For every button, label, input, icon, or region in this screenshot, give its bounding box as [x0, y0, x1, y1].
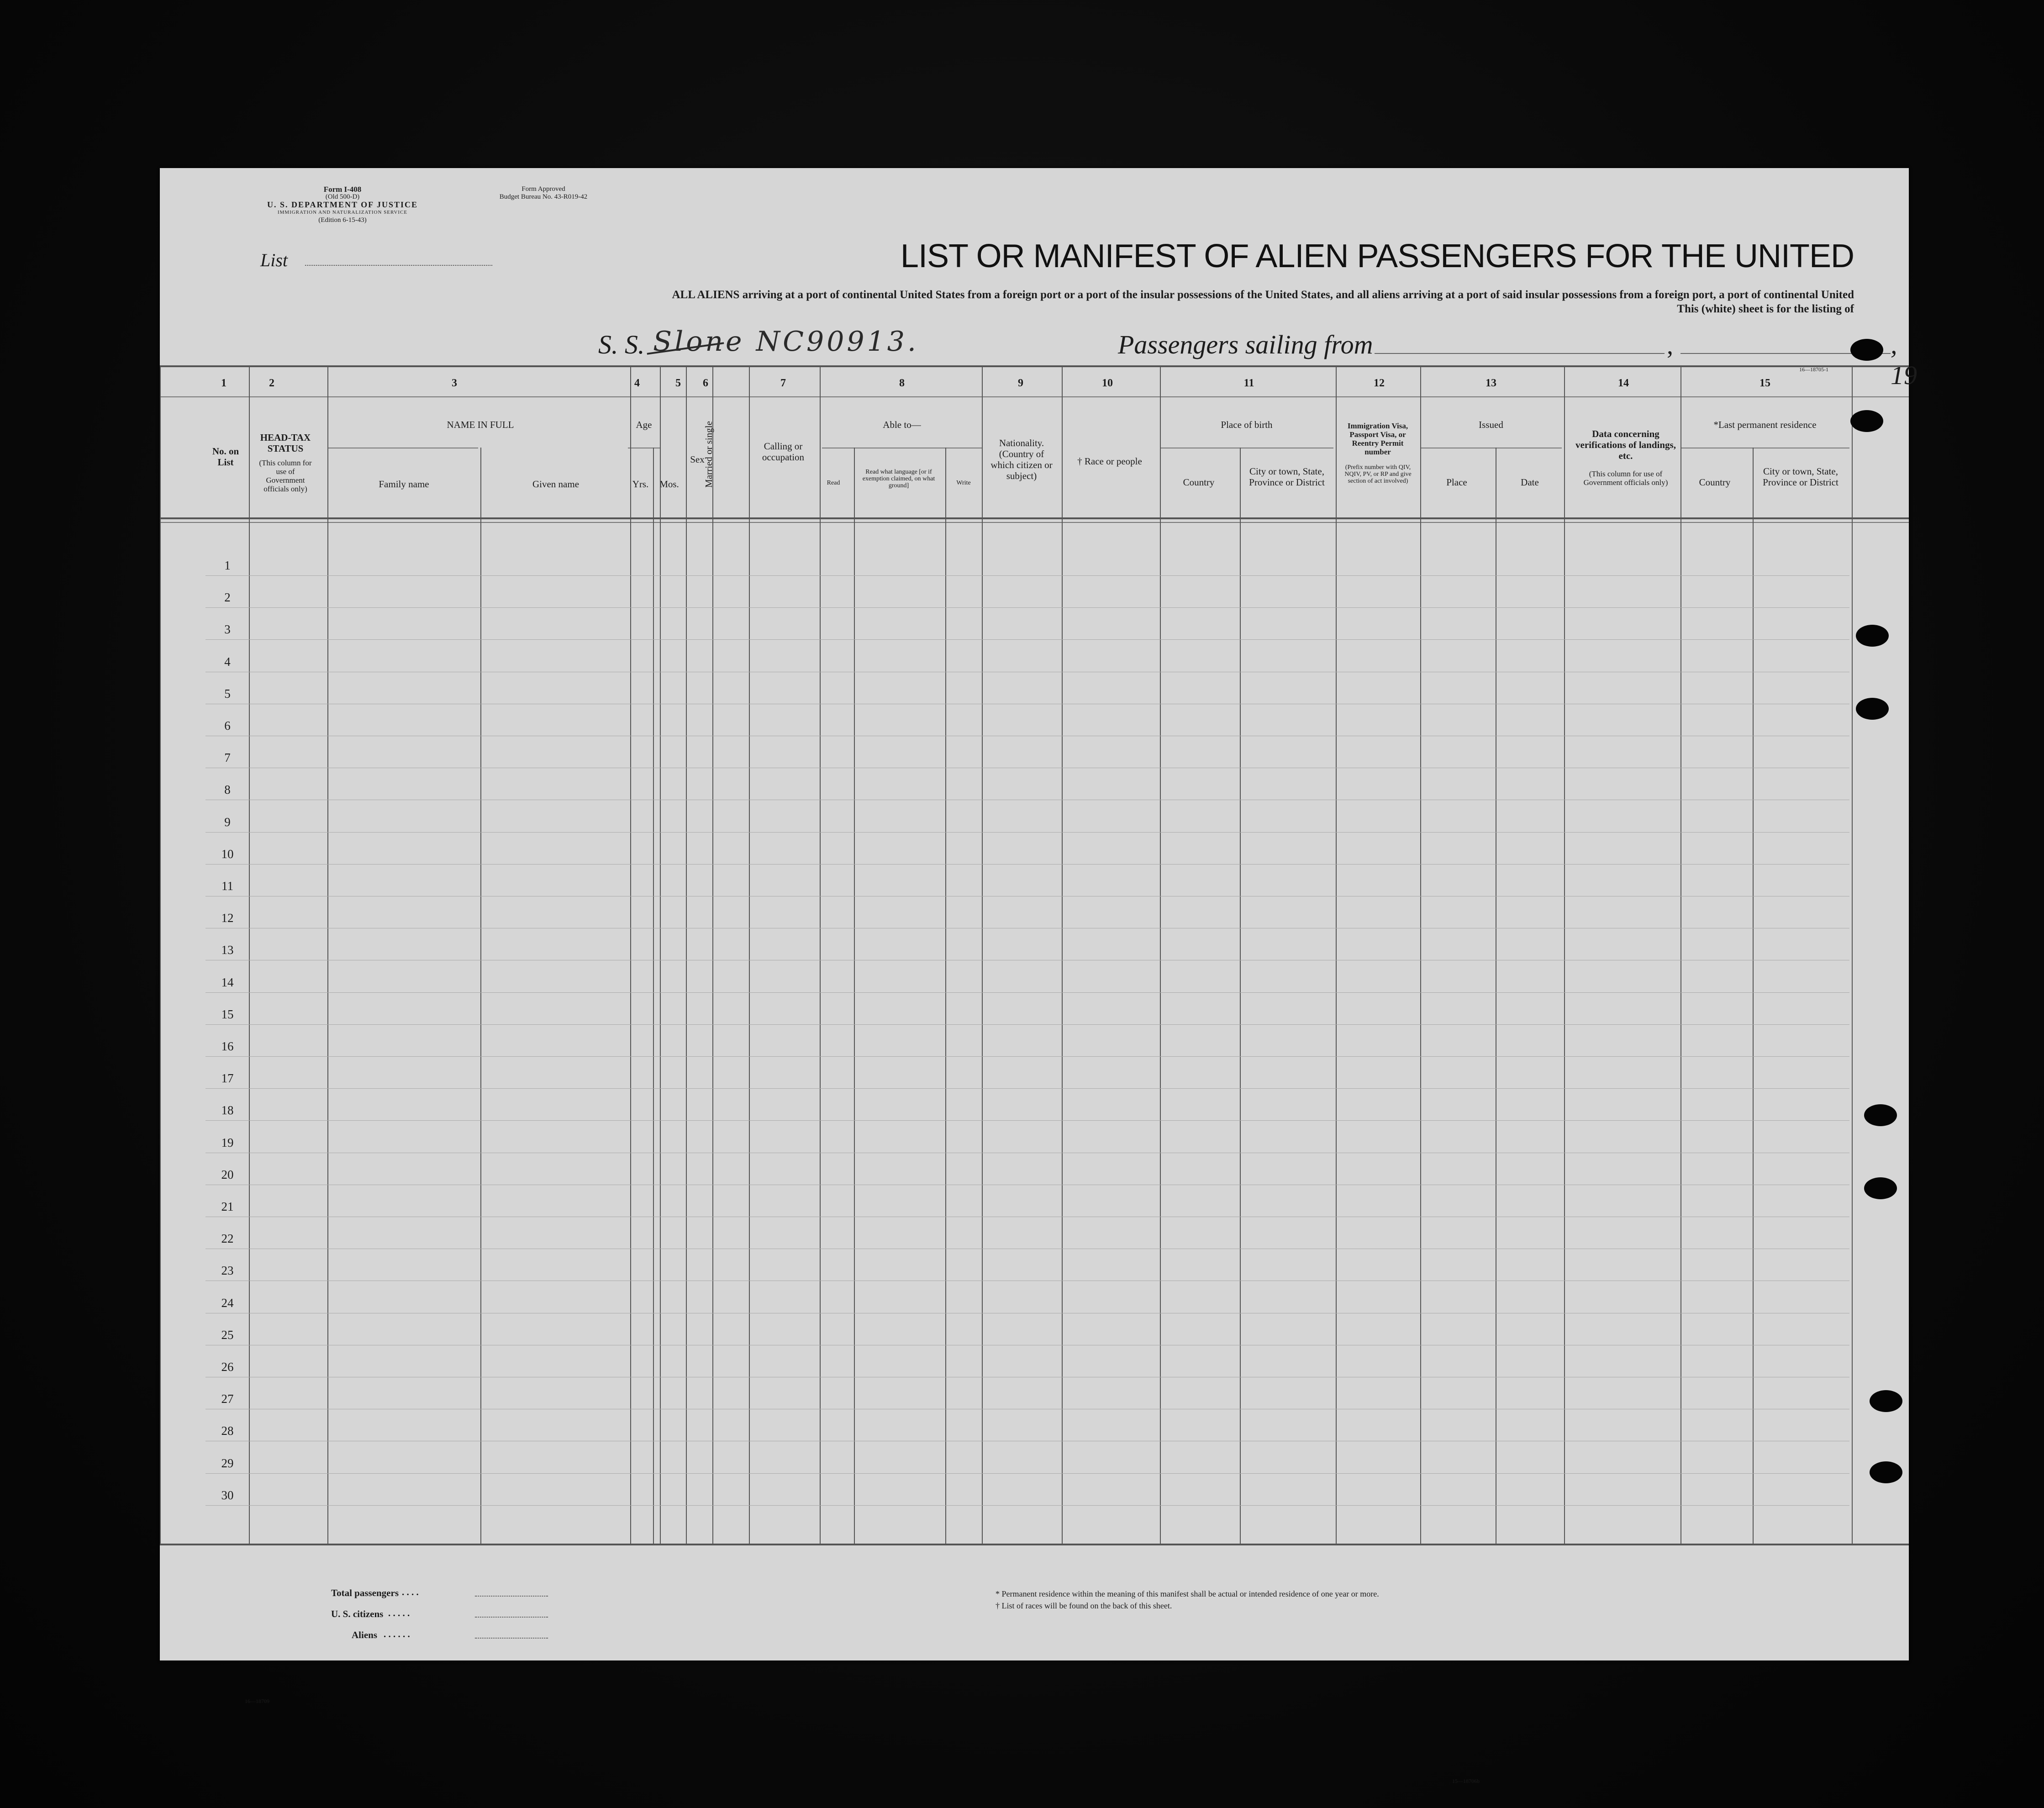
column-line — [1420, 365, 1421, 1544]
row-number: 10 — [221, 847, 234, 861]
row-number: 22 — [221, 1232, 234, 1246]
header-nationality: Nationality. (Country of which citizen or subject) — [990, 438, 1053, 481]
row-rule — [205, 832, 1849, 833]
list-number-line[interactable] — [305, 265, 492, 266]
row-number: 9 — [224, 815, 231, 829]
manifest-table-grid — [160, 168, 1909, 1660]
row-number: 29 — [221, 1456, 234, 1470]
us-citizens-label: U. S. citizens — [331, 1608, 384, 1619]
list-label: List — [260, 250, 288, 270]
col-number-6: 6 — [703, 377, 708, 389]
leader-dots: . . . . . . — [384, 1629, 410, 1639]
note-list-of-races: † List of races will be found on the back of this sheet. — [996, 1601, 1172, 1610]
sailing-from-field[interactable] — [1375, 353, 1665, 354]
leader-dots: . . . . . — [388, 1608, 410, 1618]
service-name: IMMIGRATION AND NATURALIZATION SERVICE — [277, 210, 408, 215]
column-line — [1852, 365, 1853, 1544]
colnum-rule — [160, 396, 1909, 397]
row-number: 5 — [224, 686, 231, 701]
row-number: 4 — [224, 654, 231, 669]
header-city-birth: City or town, State, Province or District — [1249, 466, 1325, 488]
column-line — [1564, 365, 1565, 1544]
row-number: 16 — [221, 1039, 234, 1053]
punch-hole — [1870, 1390, 1902, 1412]
row-number: 3 — [224, 622, 231, 637]
table-top-rule — [160, 365, 1909, 367]
col-number-5: 5 — [675, 377, 681, 389]
row-number: 27 — [221, 1392, 234, 1406]
row-rule — [205, 1024, 1849, 1025]
table-bottom-rule — [160, 1544, 1909, 1545]
column-line — [1753, 448, 1754, 1544]
row-number: 23 — [221, 1264, 234, 1278]
header-calling: Calling or occupation — [762, 441, 805, 463]
column-line — [1160, 365, 1161, 1544]
column-line — [820, 365, 821, 1544]
header-able-to: Able to— — [883, 419, 921, 430]
department-name: U. S. DEPARTMENT OF JUSTICE — [267, 200, 418, 209]
ss-label: S. S. — [598, 330, 645, 359]
col-number-14: 14 — [1618, 377, 1629, 389]
column-line — [712, 365, 713, 1544]
header-issued-date: Date — [1521, 477, 1539, 488]
row-rule — [205, 607, 1849, 608]
col-number-1: 1 — [221, 377, 227, 389]
header-race: † Race or people — [1077, 456, 1142, 467]
col-number-8: 8 — [899, 377, 905, 389]
header-age: Age — [636, 419, 652, 430]
column-line — [160, 365, 161, 1544]
col-number-7: 7 — [780, 377, 786, 389]
form-code-bottom-right: 15—18706b — [1452, 1778, 1480, 1784]
row-rule — [205, 575, 1849, 576]
form-code-bottom-left: 16—18709 — [245, 1698, 269, 1704]
leader-dots: . . . . — [402, 1587, 419, 1597]
column-line — [660, 365, 661, 1544]
column-line — [249, 365, 250, 1544]
row-number: 11 — [221, 879, 233, 893]
column-line — [854, 448, 855, 1544]
header-name-in-full: NAME IN FULL — [447, 419, 514, 430]
row-rule — [205, 1473, 1849, 1474]
header-data-concerning: Data concerning verifications of landings, etc. — [1575, 428, 1676, 461]
header-read: Read — [827, 480, 840, 486]
col-number-9: 9 — [1018, 377, 1023, 389]
column-line — [327, 365, 328, 1544]
row-rule — [205, 1505, 1849, 1506]
form-approved: Form Approved — [522, 185, 565, 193]
header-mos: Mos. — [659, 479, 679, 490]
subtitle — [479, 288, 1854, 316]
col-number-3: 3 — [452, 377, 457, 389]
header-visa-note: (Prefix number with QIV, NQIV, PV, or RP and give section of act involved) — [1344, 464, 1412, 485]
row-number: 12 — [221, 911, 234, 925]
row-number: 28 — [221, 1424, 234, 1438]
header-head-tax: HEAD-TAX STATUS — [260, 432, 311, 454]
subtitle-line-2: This (white) sheet is for the listing of — [1677, 303, 1854, 315]
header-data-note: (This column for use of Government officials only) — [1583, 469, 1668, 487]
column-line — [1240, 448, 1241, 1544]
header-head-tax-note: (This column for use of Government officials only) — [259, 459, 312, 493]
page-title: LIST OR MANIFEST OF ALIEN PASSENGERS FOR THE UNITED — [900, 238, 1854, 274]
column-line — [982, 365, 983, 1544]
column-line — [653, 448, 654, 1544]
budget-approval — [443, 185, 644, 201]
header-country-residence: Country — [1699, 477, 1731, 488]
row-number: 20 — [221, 1167, 234, 1181]
header-given-name: Given name — [532, 479, 579, 490]
col-number-4: 4 — [634, 377, 640, 389]
col-number-10: 10 — [1102, 377, 1113, 389]
header-read-language: Read what language [or if exemption claimed, on what ground] — [862, 469, 935, 489]
budget-number: Budget Bureau No. 43-R019-42 — [499, 193, 588, 200]
row-number: 17 — [221, 1071, 234, 1086]
form-number: Form I-408 — [323, 185, 362, 194]
column-line — [686, 365, 687, 1544]
punch-hole — [1850, 339, 1883, 361]
manifest-sheet — [160, 168, 1917, 1784]
row-number: 18 — [221, 1103, 234, 1117]
row-rule — [205, 1120, 1849, 1121]
header-no-on-list: No. on List — [212, 446, 239, 468]
header-city-residence: City or town, State, Province or District — [1763, 466, 1839, 488]
row-number: 30 — [221, 1488, 234, 1502]
header-bottom-rule-2 — [160, 522, 1909, 523]
header-sex: Sex — [690, 454, 705, 465]
col-number-12: 12 — [1374, 377, 1385, 389]
note-permanent-residence: * Permanent residence within the meaning of this manifest shall be actual or intended residence of one year or more. — [996, 1589, 1379, 1598]
punch-hole — [1870, 1461, 1902, 1483]
col-number-2: 2 — [269, 377, 274, 389]
row-number: 1 — [224, 559, 231, 572]
row-number: 6 — [224, 719, 231, 733]
total-passengers-label: Total passengers — [331, 1587, 399, 1598]
row-rule — [205, 992, 1849, 993]
column-line — [630, 365, 631, 1544]
punch-hole — [1864, 1104, 1897, 1126]
punch-hole — [1850, 410, 1883, 432]
aliens-label: Aliens — [352, 1629, 378, 1640]
old-form-number: (Old 500-D) — [325, 193, 360, 200]
header-write: Write — [956, 480, 971, 486]
comma: , — [1667, 332, 1673, 360]
column-line — [480, 448, 481, 1544]
subtitle-line-1: ALL ALIENS arriving at a port of continental United States from a foreign port or a port of the insular possessions of the United States, and all aliens arriving at a port of said insular possessions from a foreign port, a port of continental United — [672, 289, 1854, 301]
header-yrs: Yrs. — [632, 479, 649, 490]
row-number: 21 — [221, 1200, 234, 1213]
header-issued-place: Place — [1446, 477, 1467, 488]
col-number-11: 11 — [1243, 377, 1254, 389]
row-number: 13 — [221, 943, 234, 957]
row-number: 19 — [221, 1135, 234, 1149]
edition: (Edition 6-15-43) — [318, 216, 367, 224]
col-number-13: 13 — [1486, 377, 1496, 389]
row-number: 26 — [221, 1360, 234, 1374]
row-number: 2 — [224, 590, 231, 605]
row-number: 7 — [224, 751, 231, 765]
header-family-name: Family name — [379, 479, 429, 490]
column-line — [749, 365, 750, 1544]
row-rule — [205, 1088, 1849, 1089]
ship-name-handwriting: Slone NC90913. — [653, 326, 919, 358]
header-place-of-birth: Place of birth — [1221, 419, 1273, 430]
row-number: 24 — [221, 1296, 234, 1310]
row-number: 15 — [221, 1007, 234, 1021]
punch-hole — [1864, 1177, 1897, 1199]
total-passengers-field[interactable] — [475, 1596, 548, 1597]
passengers-sailing-from-label: Passengers sailing from — [1118, 330, 1373, 359]
header-last-residence: *Last permanent residence — [1713, 419, 1817, 430]
header-bottom-rule — [160, 517, 1909, 519]
row-rule — [205, 1056, 1849, 1057]
row-rule — [205, 639, 1849, 640]
header-married-single: Married or single — [703, 421, 714, 488]
header-country-birth: Country — [1183, 477, 1215, 488]
column-line — [1062, 365, 1063, 1544]
col-number-15: 15 — [1760, 377, 1770, 389]
us-citizens-field[interactable] — [475, 1617, 548, 1618]
column-line — [1336, 365, 1337, 1544]
form-code-top: 16—18705-1 — [1799, 366, 1828, 373]
punch-hole — [1856, 625, 1889, 647]
header-visa: Immigration Visa, Passport Visa, or Reentry Permit number — [1347, 422, 1408, 456]
row-number: 14 — [221, 975, 234, 989]
year-label: , 19 — [1891, 330, 1917, 390]
row-number: 25 — [221, 1328, 234, 1342]
aliens-field[interactable] — [475, 1638, 548, 1639]
row-number: 8 — [224, 783, 231, 797]
column-line — [945, 448, 946, 1544]
form-identification — [233, 185, 452, 224]
header-issued: Issued — [1479, 419, 1503, 430]
punch-hole — [1856, 698, 1889, 720]
